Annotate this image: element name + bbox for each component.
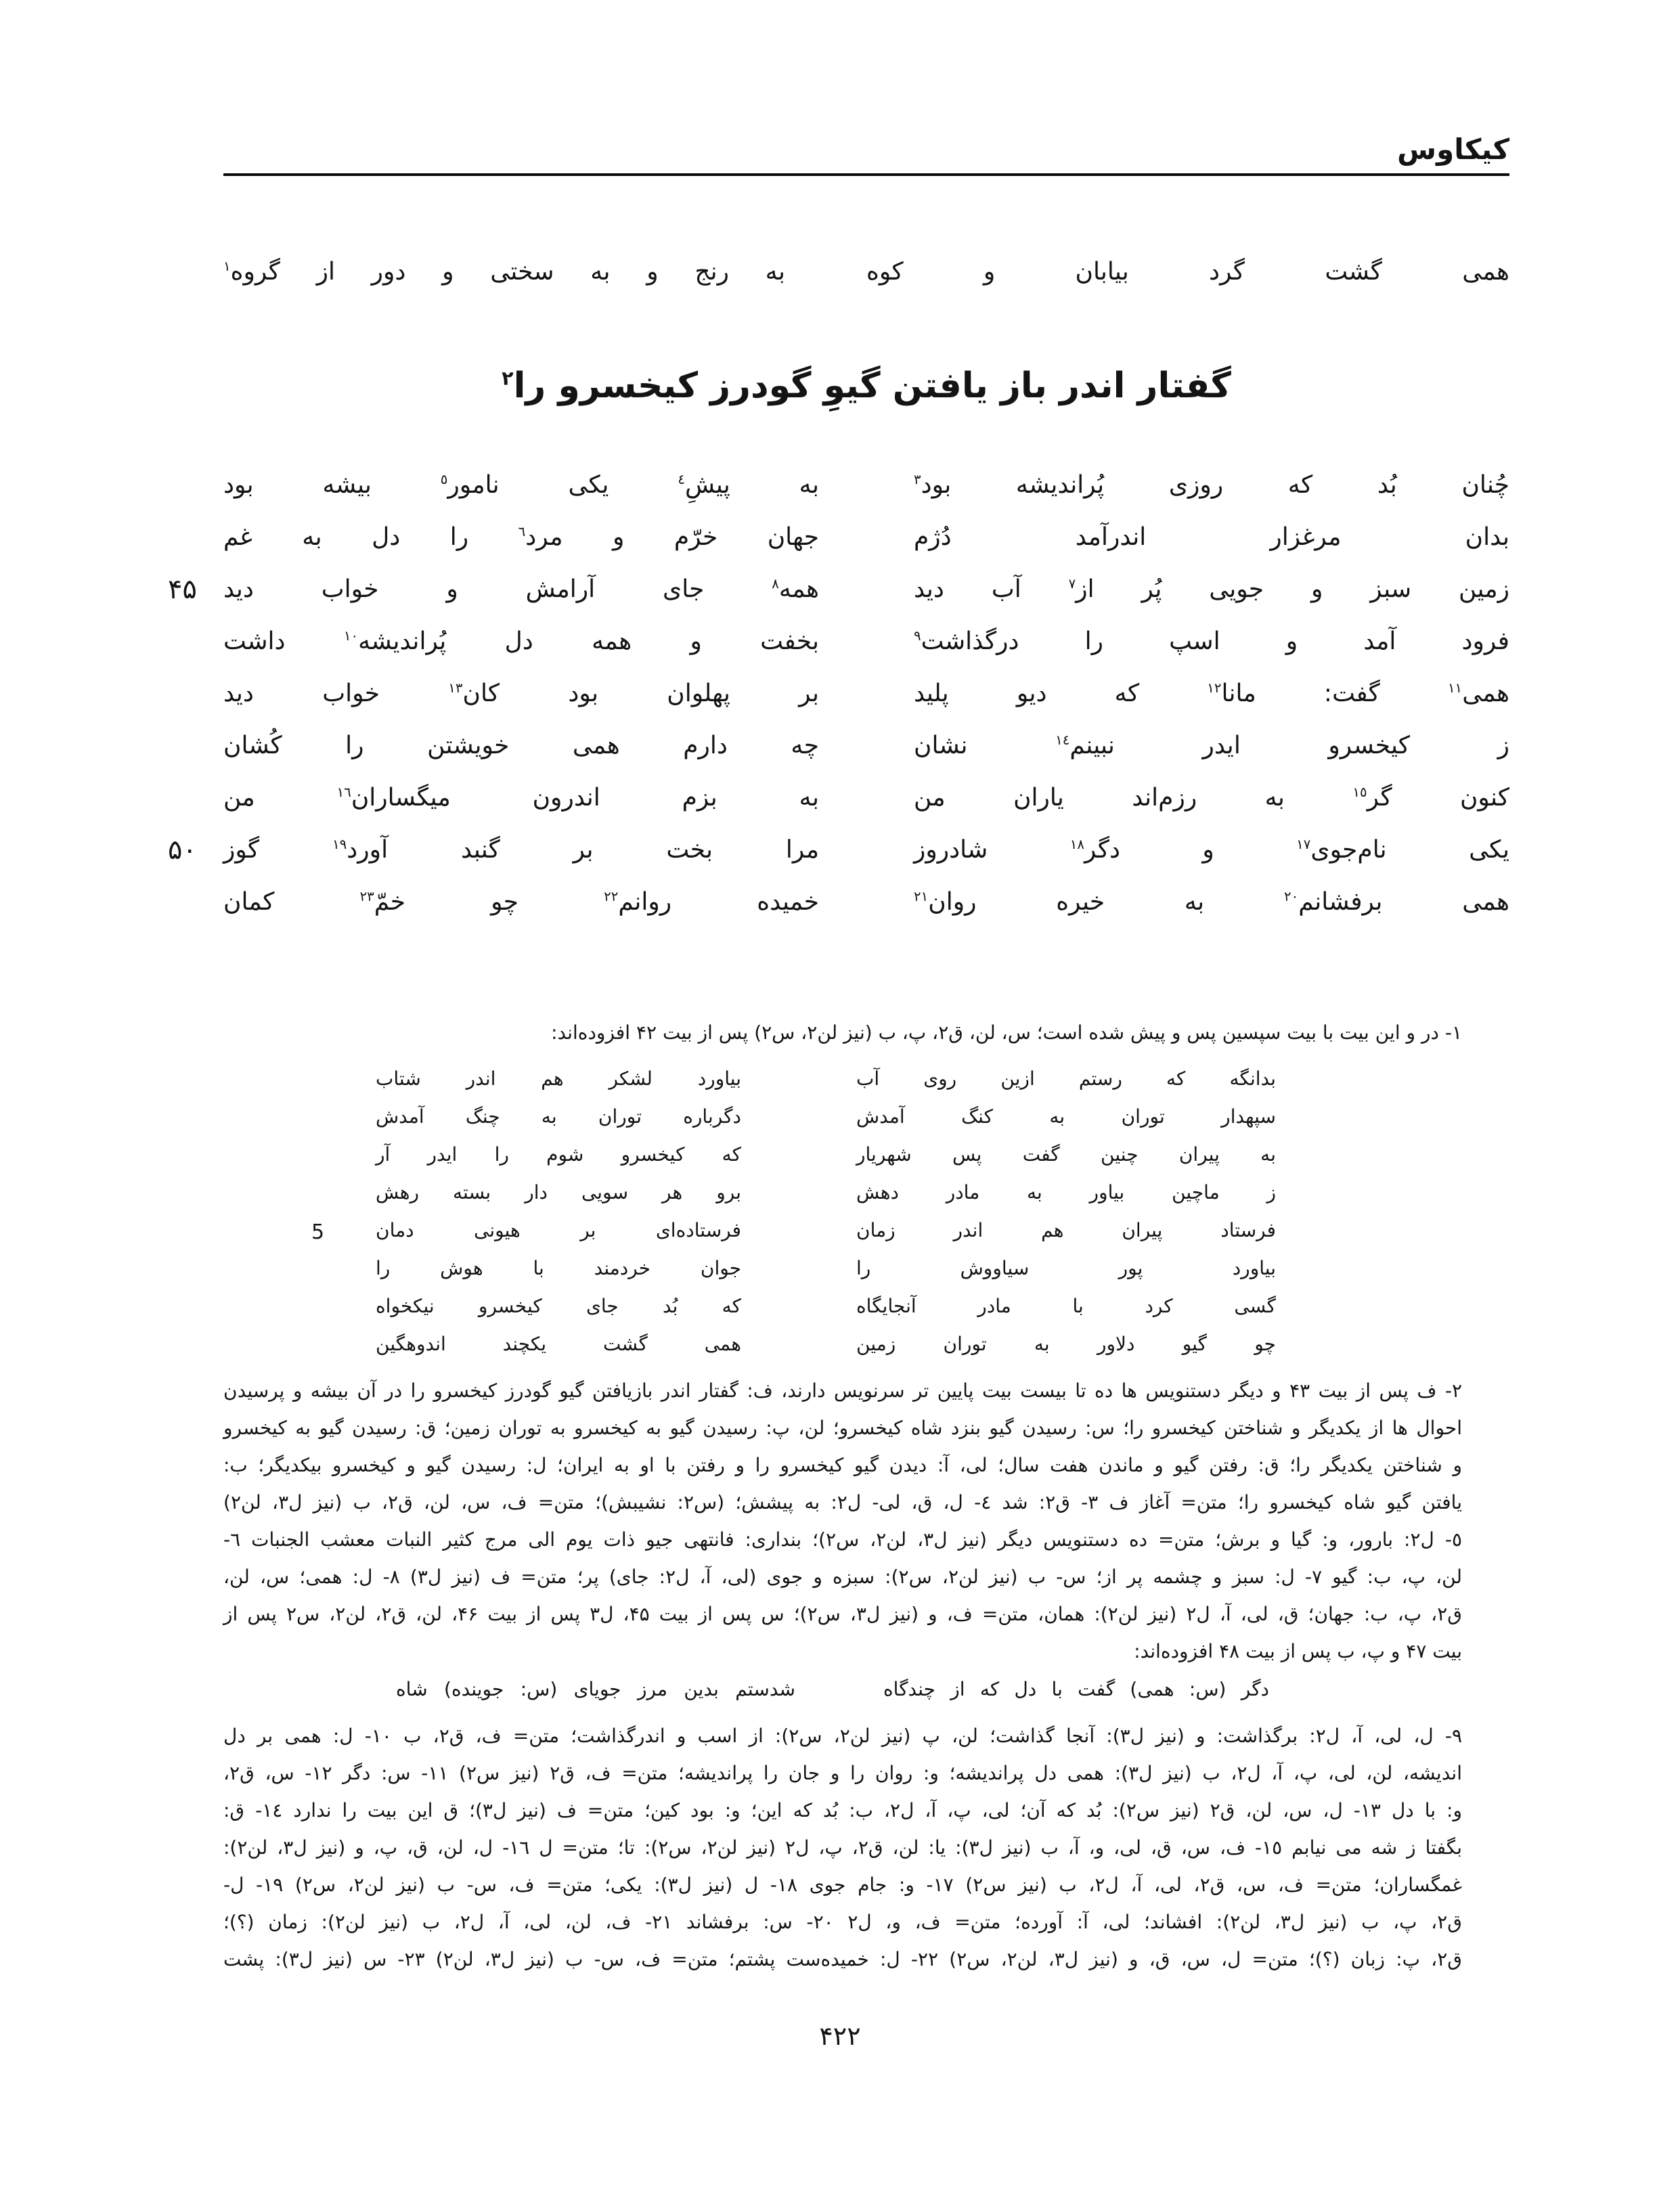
opening-verse-row bbox=[223, 252, 1509, 292]
added-verse-row bbox=[376, 1097, 1276, 1135]
hemistich-right: زمين سبز و جويى پُر از$^٧$ آب ديد bbox=[914, 575, 1509, 603]
apparatus-line: غمگساران؛ متن= ف، س، ق٢، لى، آ، ل٢، ب (نيز س٢) ١٧- و: جام جوى ١٨- ل (نيز ل٣): يكى؛ متن= ف، س- ب (نيز لن٢، س٢) ١٩- ل- bbox=[223, 1874, 1463, 1896]
verse-number-50: ۵۰ bbox=[168, 834, 197, 866]
added-hemistich-right: دگر (س: همى) گفت با دل كه از چندگاه bbox=[883, 1677, 1269, 1700]
added-hemistich-left: كه كيخسرو شوم را ايدر آر bbox=[376, 1143, 741, 1166]
hemistich-right: كنون گر$^{١٥}$ به رزم‌اند ياران من bbox=[914, 784, 1509, 812]
running-head-title: كيكاوس bbox=[1397, 133, 1509, 166]
added-hemistich-left: همى گشت يكچند اندوهگين bbox=[376, 1332, 741, 1355]
added-hemistich-right: چو گيو دلاور به توران زمين bbox=[856, 1332, 1276, 1355]
apparatus-line: و: با دل ١٣- ل، س، لن، ق٢ (نيز س٢): بُد كه آن؛ لى، پ، آ، ل٢، ب: بُد كه اين؛ و: بود كين؛ متن= ف (نيز ل٣)؛ ق اين بيت را ندارد ١٤- ق: bbox=[223, 1799, 1462, 1821]
page-number: ۴۲۲ bbox=[819, 2021, 861, 2051]
added-verse-row bbox=[376, 1135, 1276, 1173]
apparatus-line: بگفتا ز شه مى نيابم ١٥- ف، س، ق، لى، و، آ، ب (نيز ل٣): يا: لن، ق٢، پ، ل٢ (نيز لن٢، س٢): تا؛ متن= ل ١٦- ل، لن، ق، پ، و (نيز ل٣، لن٢): bbox=[223, 1836, 1463, 1859]
verse-row bbox=[223, 511, 1509, 563]
apparatus-line: ق٢، پ، ب: جهان؛ ق، لى، آ، ل٢ (نيز لن٢): همان، متن= ف، و (نيز ل٣، س٢)؛ س پس از بيت ۴۵، ل٣ پس از بيت ۴۶، لن، ق٢، لن٢، س٢ پس از bbox=[223, 1603, 1462, 1625]
hemistich-left: به پيشِ$^٤$ يكى نامور$^٥$ بيشه بود bbox=[223, 471, 820, 499]
hemistich-right: همى برفشانم$^{٢٠}$ به خيره روان$^{٢١}$ bbox=[914, 888, 1509, 916]
added-hemistich-right: فرستاد پيران هم اندر زمان bbox=[856, 1218, 1276, 1241]
footnote-added-verse-2 bbox=[396, 1670, 1269, 1708]
hemistich-right: چُنان بُد كه روزى پُرانديشه بود$^٣$ bbox=[914, 471, 1509, 499]
hemistich-right: بدان مرغزار اندرآمد دُژم bbox=[914, 523, 1509, 551]
apparatus-line: ق٢، پ، ب (نيز ل٣، لن٢): افشاند؛ لى، آ: آورده؛ متن= ف، و، ل٢ ٢٠- س: برفشاند ٢١- ف، لن، لى، آ، ل٢، ب (نيز لن٢): زمان (؟)؛ bbox=[223, 1911, 1462, 1933]
verse-row bbox=[223, 720, 1509, 772]
added-hemistich-left: شدستم بدين مرز جوياى (س: جوينده) شاه bbox=[396, 1677, 795, 1700]
footnotes-section bbox=[223, 1014, 1462, 1978]
running-head bbox=[1397, 133, 1509, 166]
footnote-continuation: بيت ۴۷ و پ، ب پس از بيت ۴۸ افزوده‌اند: bbox=[1134, 1640, 1462, 1662]
footnote-1: ١- در و اين بيت با بيت سپسين پس و پيش شده است؛ س، لن، ق٢، پ، ب (نيز لن٢، س٢) پس از بيت ۴۲ افزوده‌اند: bbox=[551, 1021, 1462, 1044]
hemistich-left: مرا بخت بر گنبد آورد$^{١٩}$ گوز bbox=[223, 836, 819, 864]
hemistich-left: بخفت و همه دل پُرانديشه$^{١٠}$ داشت bbox=[223, 627, 819, 655]
added-hemistich-left: كه بُد جاى كيخسرو نيكخواه bbox=[376, 1294, 741, 1317]
hemistich-right: ز كيخسرو ايدر نبينم$^{١٤}$ نشان bbox=[914, 732, 1509, 759]
hemistich-right: يكى نام‌جوى$^{١٧}$ و دگر$^{١٨}$ شادروز bbox=[914, 836, 1509, 864]
verse-row bbox=[168, 824, 1509, 876]
verse-row bbox=[223, 772, 1509, 824]
hemistich-left: چه دارم همى خويشتن را كُشان bbox=[223, 732, 819, 759]
apparatus-line: و شناختن يكديگر را؛ ق: رفتن گيو و ماندن هفت سال؛ لى، آ: ديدن گيو كيخسرو را و رفتن با او به ايران؛ ل: رسيدن گيو و كيخسرو بيكديگر؛ ب: bbox=[223, 1454, 1462, 1476]
added-hemistich-right: به پيران چنين گفت پس شهريار bbox=[856, 1143, 1276, 1166]
verse-number-45: ۴۵ bbox=[168, 573, 197, 605]
hemistich-right: فرود آمد و اسپ را درگذاشت$^٩$ bbox=[914, 627, 1509, 655]
hemistich-left: خميده روانم$^{٢٢}$ چو خمّ$^{٢٣}$ كمان bbox=[223, 888, 819, 916]
apparatus-block-a bbox=[223, 1372, 1462, 1633]
added-hemistich-left: دگرباره توران به چنگ آمدش bbox=[376, 1105, 741, 1128]
apparatus-line: ٥- ل٢: بارور، و: گيا و برش؛ متن= ده دستنويس ديگر (نيز ل٣، لن٢، س٢)؛ بندارى: فانتهى جيو ذات يوم الى مرج كثير النبات معشب الجنبات ٦- bbox=[223, 1528, 1462, 1551]
added-hemistich-left: بياورد لشكر هم اندر شتاب bbox=[376, 1067, 741, 1090]
verse-row bbox=[223, 876, 1509, 928]
section-heading: گفتار اندر باز يافتن گيوِ گودرز كيخسرو را$^٢$ bbox=[502, 366, 1231, 406]
opening-verse-second-hemistich: به رنج و به سختى و دور از گروه$^١$ bbox=[223, 258, 785, 286]
verse-row bbox=[223, 667, 1509, 720]
added-verse-row bbox=[376, 1211, 1276, 1249]
added-verse-row bbox=[376, 1249, 1276, 1287]
hemistich-left: همه$^٨$ جاى آرامش و خواب ديد bbox=[223, 575, 819, 603]
added-verse-row bbox=[376, 1325, 1276, 1363]
verse-row bbox=[223, 459, 1509, 511]
added-hemistich-right: گسى كرد با مادر آنجايگاه bbox=[856, 1294, 1276, 1317]
main-poem bbox=[168, 459, 1509, 928]
verse-row bbox=[223, 615, 1509, 667]
added-verse-row bbox=[376, 1287, 1276, 1325]
added-verses-line-number: 5 bbox=[311, 1220, 325, 1244]
added-hemistich-left: فرستاده‌اى بر هيونى دمان bbox=[376, 1218, 741, 1241]
header-rule bbox=[223, 173, 1509, 176]
hemistich-left: بر پهلوان بود كان$^{١٣}$ خواب ديد bbox=[223, 680, 820, 707]
hemistich-left: به بزم اندرون ميگساران$^{١٦}$ من bbox=[223, 784, 819, 812]
added-hemistich-right: بدانگه كه رستم ازين روى آب bbox=[856, 1067, 1276, 1090]
verse-row bbox=[168, 563, 1509, 615]
added-hemistich-left: جوان خردمند با هوش را bbox=[376, 1256, 741, 1279]
footnote-added-verses bbox=[311, 1059, 1276, 1363]
apparatus-line: يافتن گيو شاه كيخسرو را؛ متن= آغاز ف ٣- ق٢: شد ٤- ل، ق، لى- ل٢: به پيشش؛ (س٢: نشيبش)؛ متن= ف، س، لن، ق٢، ب (نيز ل٣، لن٢) bbox=[223, 1491, 1462, 1513]
hemistich-left: جهان خرّم و مرد$^٦$ را دل به غم bbox=[223, 523, 820, 551]
apparatus-line: احوال ها از يكديگر و شناختن كيخسرو را؛ س: رسيدن گيو بنزد شاه كيخسرو؛ لن، پ: رسيدن گيو به كيخسرو به توران زمين؛ ق: رسيدن گيو به كيخسرو bbox=[223, 1417, 1462, 1439]
apparatus-line: ق٢، پ: زبان (؟)؛ متن= ل، س، ق، و (نيز ل٣، لن٢، س٢) ٢٢- ل: خميده‌ست پشتم؛ متن= ف، س- ب (نيز ل٣، لن٢) ٢٣- س (نيز ل٣): پشت bbox=[223, 1948, 1462, 1970]
added-hemistich-right: ز ماچين بياور به مادر دهش bbox=[856, 1180, 1276, 1203]
hemistich-right: همى$^{١١}$ گفت: مانا$^{١٢}$ كه ديو پليد bbox=[914, 680, 1509, 707]
apparatus-line: انديشه، لن، لى، پ، آ، ل٢، ب (نيز ل٣): همى دل پرانديشه؛ و: روان را و جان را پرانديشه؛ متن= ف، ق٢ (نيز س٢) ١١- س: دگر ١٢- س، ق٢، bbox=[223, 1762, 1462, 1784]
added-hemistich-right: سپهدار توران به كنگ آمدش bbox=[856, 1105, 1276, 1128]
apparatus-line: ٢- ف پس از بيت ۴۳ و ديگر دستنويس ها ده تا بيست بيت پايين تر سرنويس دارند، ف: گفتار اندر بازيافتن گيو گودرز كيخسرو را در آن بيشه و پرسيدن bbox=[223, 1379, 1462, 1402]
opening-verse-first-hemistich: همى گشت گرد بيابان و كوه bbox=[866, 258, 1509, 286]
added-verse-row bbox=[376, 1173, 1276, 1211]
apparatus-block-b bbox=[223, 1717, 1462, 1978]
apparatus-line: لن، پ، ب: گيو ٧- ل: سبز و چشمه پر از؛ س- ب (نيز لن٢، س٢): سبزه و جوى (لى، آ، ل٢: جاى) پر؛ متن= ف (نيز ل٣) ٨- ل: همى؛ س، لن، bbox=[223, 1566, 1462, 1588]
added-hemistich-left: برو هر سويى دار بسته رهش bbox=[376, 1180, 741, 1203]
added-verse-row bbox=[376, 1059, 1276, 1097]
apparatus-line: ٩- ل، لى، آ، ل٢: برگذاشت: و (نيز ل٣): آنجا گذاشت؛ لن، پ (نيز لن٢، س٢): از اسب و اندرگذاشت؛ متن= ف، ق٢، ب ١٠- ل: همى بر دل bbox=[223, 1725, 1463, 1747]
added-hemistich-right: بياورد پور سياووش را bbox=[856, 1256, 1276, 1279]
